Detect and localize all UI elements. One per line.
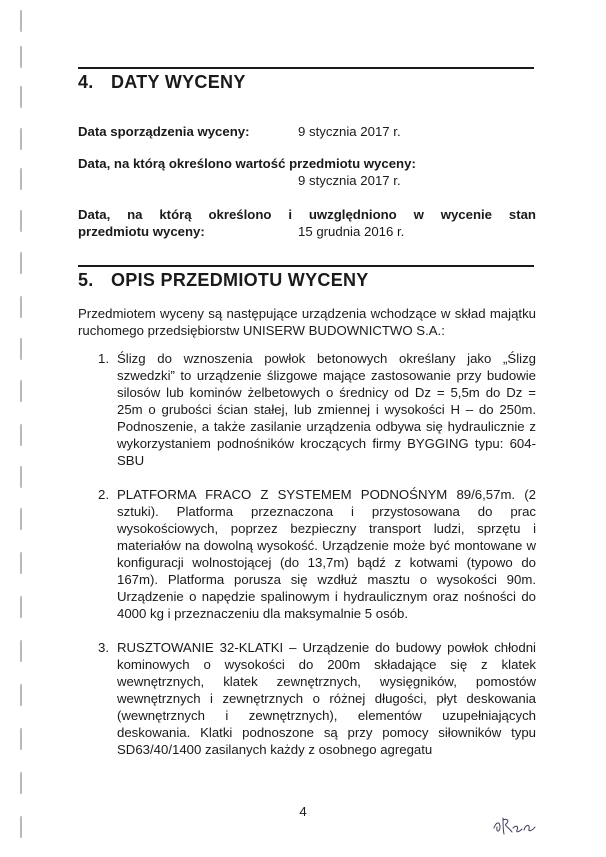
list-item-text: PLATFORMA FRACO Z SYSTEMEM PODNOŚNYM 89/6,57m. (2 sztuki). Platforma przeznaczona i przystosowana do prac wysokościowych, poprzez bezpieczny transport ludzi, sprzętu i materiałów na dowolną wysokość. Urządzenie może być montowane w konfiguracji wolnostojącej (do 13,7m) bądź z kotwami (typowo do 167m). Platforma porusza się wzdłuż masztu o wysokości 90m. Urządzenie o napędzie spalinowym i hydraulicznym oraz nośności do 4000 kg i przeznaczeniu dla maksymalnie 5 osób. [117, 487, 536, 621]
section-5-intro: Przedmiotem wyceny są następujące urządzenia wchodzące w skład majątku ruchomego przedsiębiorstw UNISERW BUDOWNICTWO S.A.: [78, 306, 536, 338]
section-5-title: OPIS PRZEDMIOTU WYCENY [111, 270, 369, 290]
value-date-value: 9 stycznia 2017 r. [298, 173, 401, 188]
page-number: 4 [299, 804, 307, 819]
list-item [78, 639, 536, 758]
value-date-label: Data, na którą określono wartość przedmiotu wyceny: [78, 156, 416, 171]
list-item [78, 486, 536, 622]
list-item-number: 2. [98, 487, 109, 502]
section-4-number: 4. [78, 72, 94, 92]
list-item-text: RUSZTOWANIE 32-KLATKI – Urządzenie do budowy powłok chłodni kominowych o wysokości do 200m składające się z klatek wewnętrznych, klatek zewnętrznych, wysięgników, pomostów wewnętrznych i zewnętrznych o różnej długości, płyt deskowania (wewnętrznych i zewnętrznych), elementów uzupełniających deskowania. Klatki podnoszone są przy pomocy siłowników typu SD63/40/1400 zasilanych każdy z osobnego agregatu [117, 640, 536, 757]
condition-date-row [78, 206, 536, 240]
section-5-number: 5. [78, 270, 94, 290]
section-5-heading [78, 265, 534, 291]
condition-date-value: 15 grudnia 2016 r. [298, 224, 405, 239]
condition-date-label-line2: przedmiotu wyceny: [78, 224, 205, 239]
condition-date-label-line1: Data, na którą określono i uwzględniono w wycenie stan [78, 207, 536, 222]
prepared-date-value: 9 stycznia 2017 r. [298, 124, 401, 139]
value-date-row [78, 155, 536, 189]
section-4-title: DATY WYCENY [111, 72, 246, 92]
list-item [78, 350, 536, 469]
handwritten-initials [491, 812, 551, 838]
equipment-list [78, 350, 536, 775]
prepared-date-row [78, 123, 536, 140]
list-item-number: 1. [98, 351, 109, 366]
list-item-number: 3. [98, 640, 109, 655]
prepared-date-label: Data sporządzenia wyceny: [78, 124, 250, 139]
binding-scan-marks [20, 0, 24, 857]
list-item-text: Ślizg do wznoszenia powłok betonowych określany jako „Ślizg szwedzki” to urządzenie ślizgowe mające zastosowanie przy budowie silosów lub kominów żelbetowych o średnicy od Dz = 5,5m do Dz = 25m o grubości ścian stałej, lub zmiennej i wysokości H – do 250m. Podnoszenie, a także zasilanie urządzenia odbywa się hydraulicznie z wykorzystaniem podnośników kroczących firmy BYGGING typu: 604-SBU [117, 351, 536, 468]
section-4-heading [78, 67, 534, 93]
